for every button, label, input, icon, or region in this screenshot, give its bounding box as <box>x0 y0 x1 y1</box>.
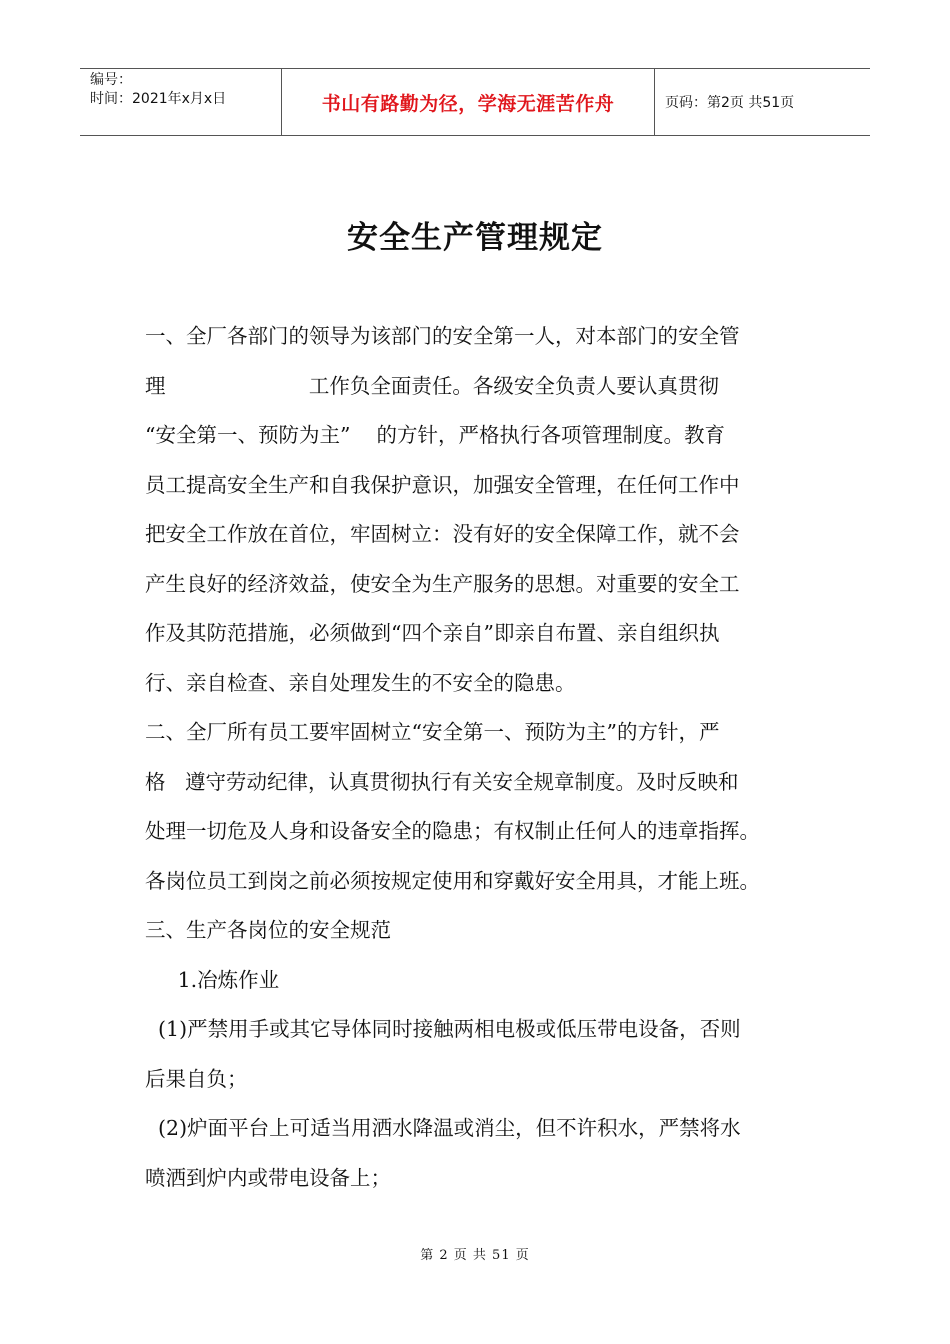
header-page-info-cell <box>655 69 870 135</box>
section-heading: 三、生产各岗位的安全规范 <box>145 918 391 942</box>
body-line: 二、全厂所有员工要牢固树立“安全第一、预防为主”的方针，严 <box>145 720 720 744</box>
header-meta <box>80 69 281 135</box>
header-page-info: 页码：第2页 共51页 <box>665 95 795 111</box>
body-line: “安全第一、预防为主” 的方针，严格执行各项管理制度。教育 <box>145 423 726 447</box>
document-date-label: 时间：2021年x月x日 <box>90 91 227 107</box>
body-line: 处理一切危及人身和设备安全的隐患；有权制止任何人的违章指挥。 <box>145 819 760 843</box>
body-line: 把安全工作放在首位，牢固树立：没有好的安全保障工作，就不会 <box>145 522 740 546</box>
body-line: 喷洒到炉内或带电设备上； <box>145 1165 391 1190</box>
header-motto: 书山有路勤为径，学海无涯苦作舟 <box>321 92 615 115</box>
body-line: (1)严禁用手或其它导体同时接触两相电极或低压带电设备，否则 <box>145 1017 741 1041</box>
body-line: 理 工作负全面责任。各级安全负责人要认真贯彻 <box>145 373 719 398</box>
body-line: 员工提高安全生产和自我保护意识，加强安全管理，在任何工作中 <box>145 472 740 497</box>
document-number-label: 编号： <box>90 72 132 88</box>
subsection-heading: 1.冶炼作业 <box>145 967 280 992</box>
page-header <box>80 68 870 136</box>
body-line: 后果自负； <box>145 1066 248 1091</box>
document-title: 安全生产管理规定 <box>347 220 603 256</box>
body-line: 产生良好的经济效益，使安全为生产服务的思想。对重要的安全工 <box>145 571 740 596</box>
body-line: 作及其防范措施，必须做到“四个亲自”即亲自布置、亲自组织执 <box>145 621 720 645</box>
body-line: (2)炉面平台上可适当用洒水降温或消尘，但不许积水，严禁将水 <box>145 1116 741 1140</box>
document-body <box>145 312 815 1203</box>
body-line: 各岗位员工到岗之前必须按规定使用和穿戴好安全用具，才能上班。 <box>145 868 760 893</box>
body-line: 格 遵守劳动纪律，认真贯彻执行有关安全规章制度。及时反映和 <box>145 769 739 794</box>
page-footer: 第 2 页 共 51 页 <box>420 1248 530 1263</box>
body-line: 一、全厂各部门的领导为该部门的安全第一人，对本部门的安全管 <box>145 324 740 348</box>
header-motto-cell <box>281 69 655 135</box>
body-line: 行、亲自检查、亲自处理发生的不安全的隐患。 <box>145 670 576 695</box>
